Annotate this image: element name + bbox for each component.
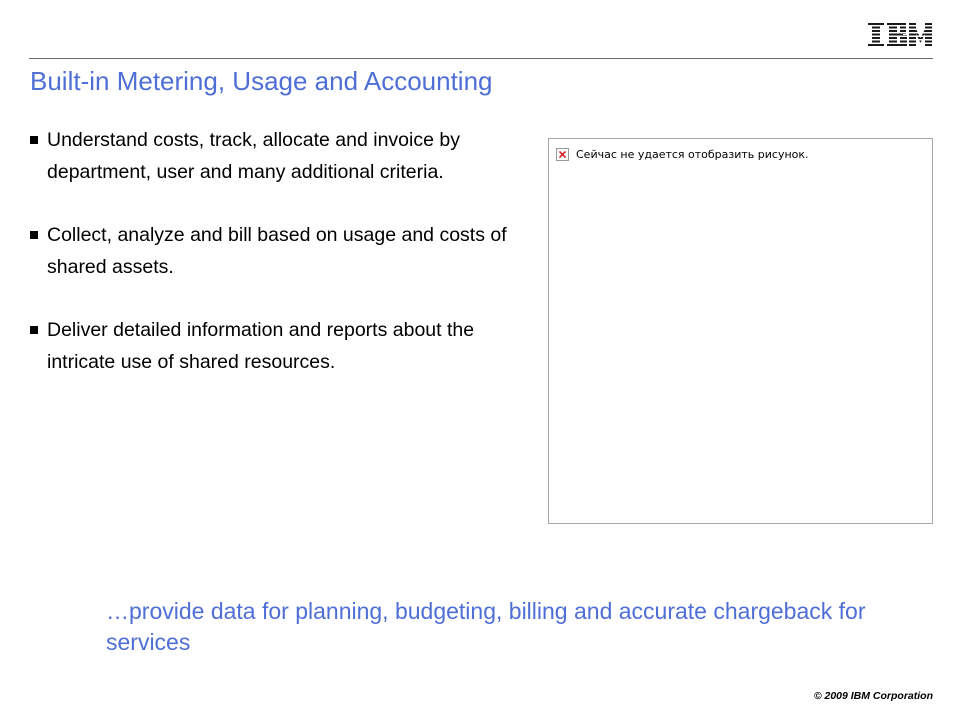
image-error-message: [556, 148, 809, 161]
page-title: Built-in Metering, Usage and Accounting: [30, 66, 493, 96]
list-item: [30, 314, 530, 378]
header-divider: [29, 58, 933, 59]
copyright-notice: © 2009 IBM Corporation: [813, 690, 933, 702]
square-bullet-icon: [30, 231, 38, 239]
bullet-list: [30, 124, 530, 409]
image-placeholder: [548, 138, 933, 524]
list-item: [30, 219, 530, 283]
image-error-text: Сейчас не удается отобразить рисунок.: [576, 148, 809, 161]
broken-image-x-icon: [556, 148, 569, 161]
bullet-text: Deliver detailed information and reports about the intricate use of shared resources.: [47, 319, 475, 373]
list-item: [30, 124, 530, 188]
ibm-logo-icon: [867, 23, 933, 47]
bullet-text: Collect, analyze and bill based on usage and costs of shared assets.: [47, 224, 507, 278]
bullet-text: Understand costs, track, allocate and invoice by department, user and many additional criteria.: [47, 129, 460, 183]
square-bullet-icon: [30, 136, 38, 144]
summary-quote: …provide data for planning, budgeting, billing and accurate chargeback for services: [106, 598, 866, 655]
ibm-logo: [866, 20, 934, 50]
square-bullet-icon: [30, 326, 38, 334]
